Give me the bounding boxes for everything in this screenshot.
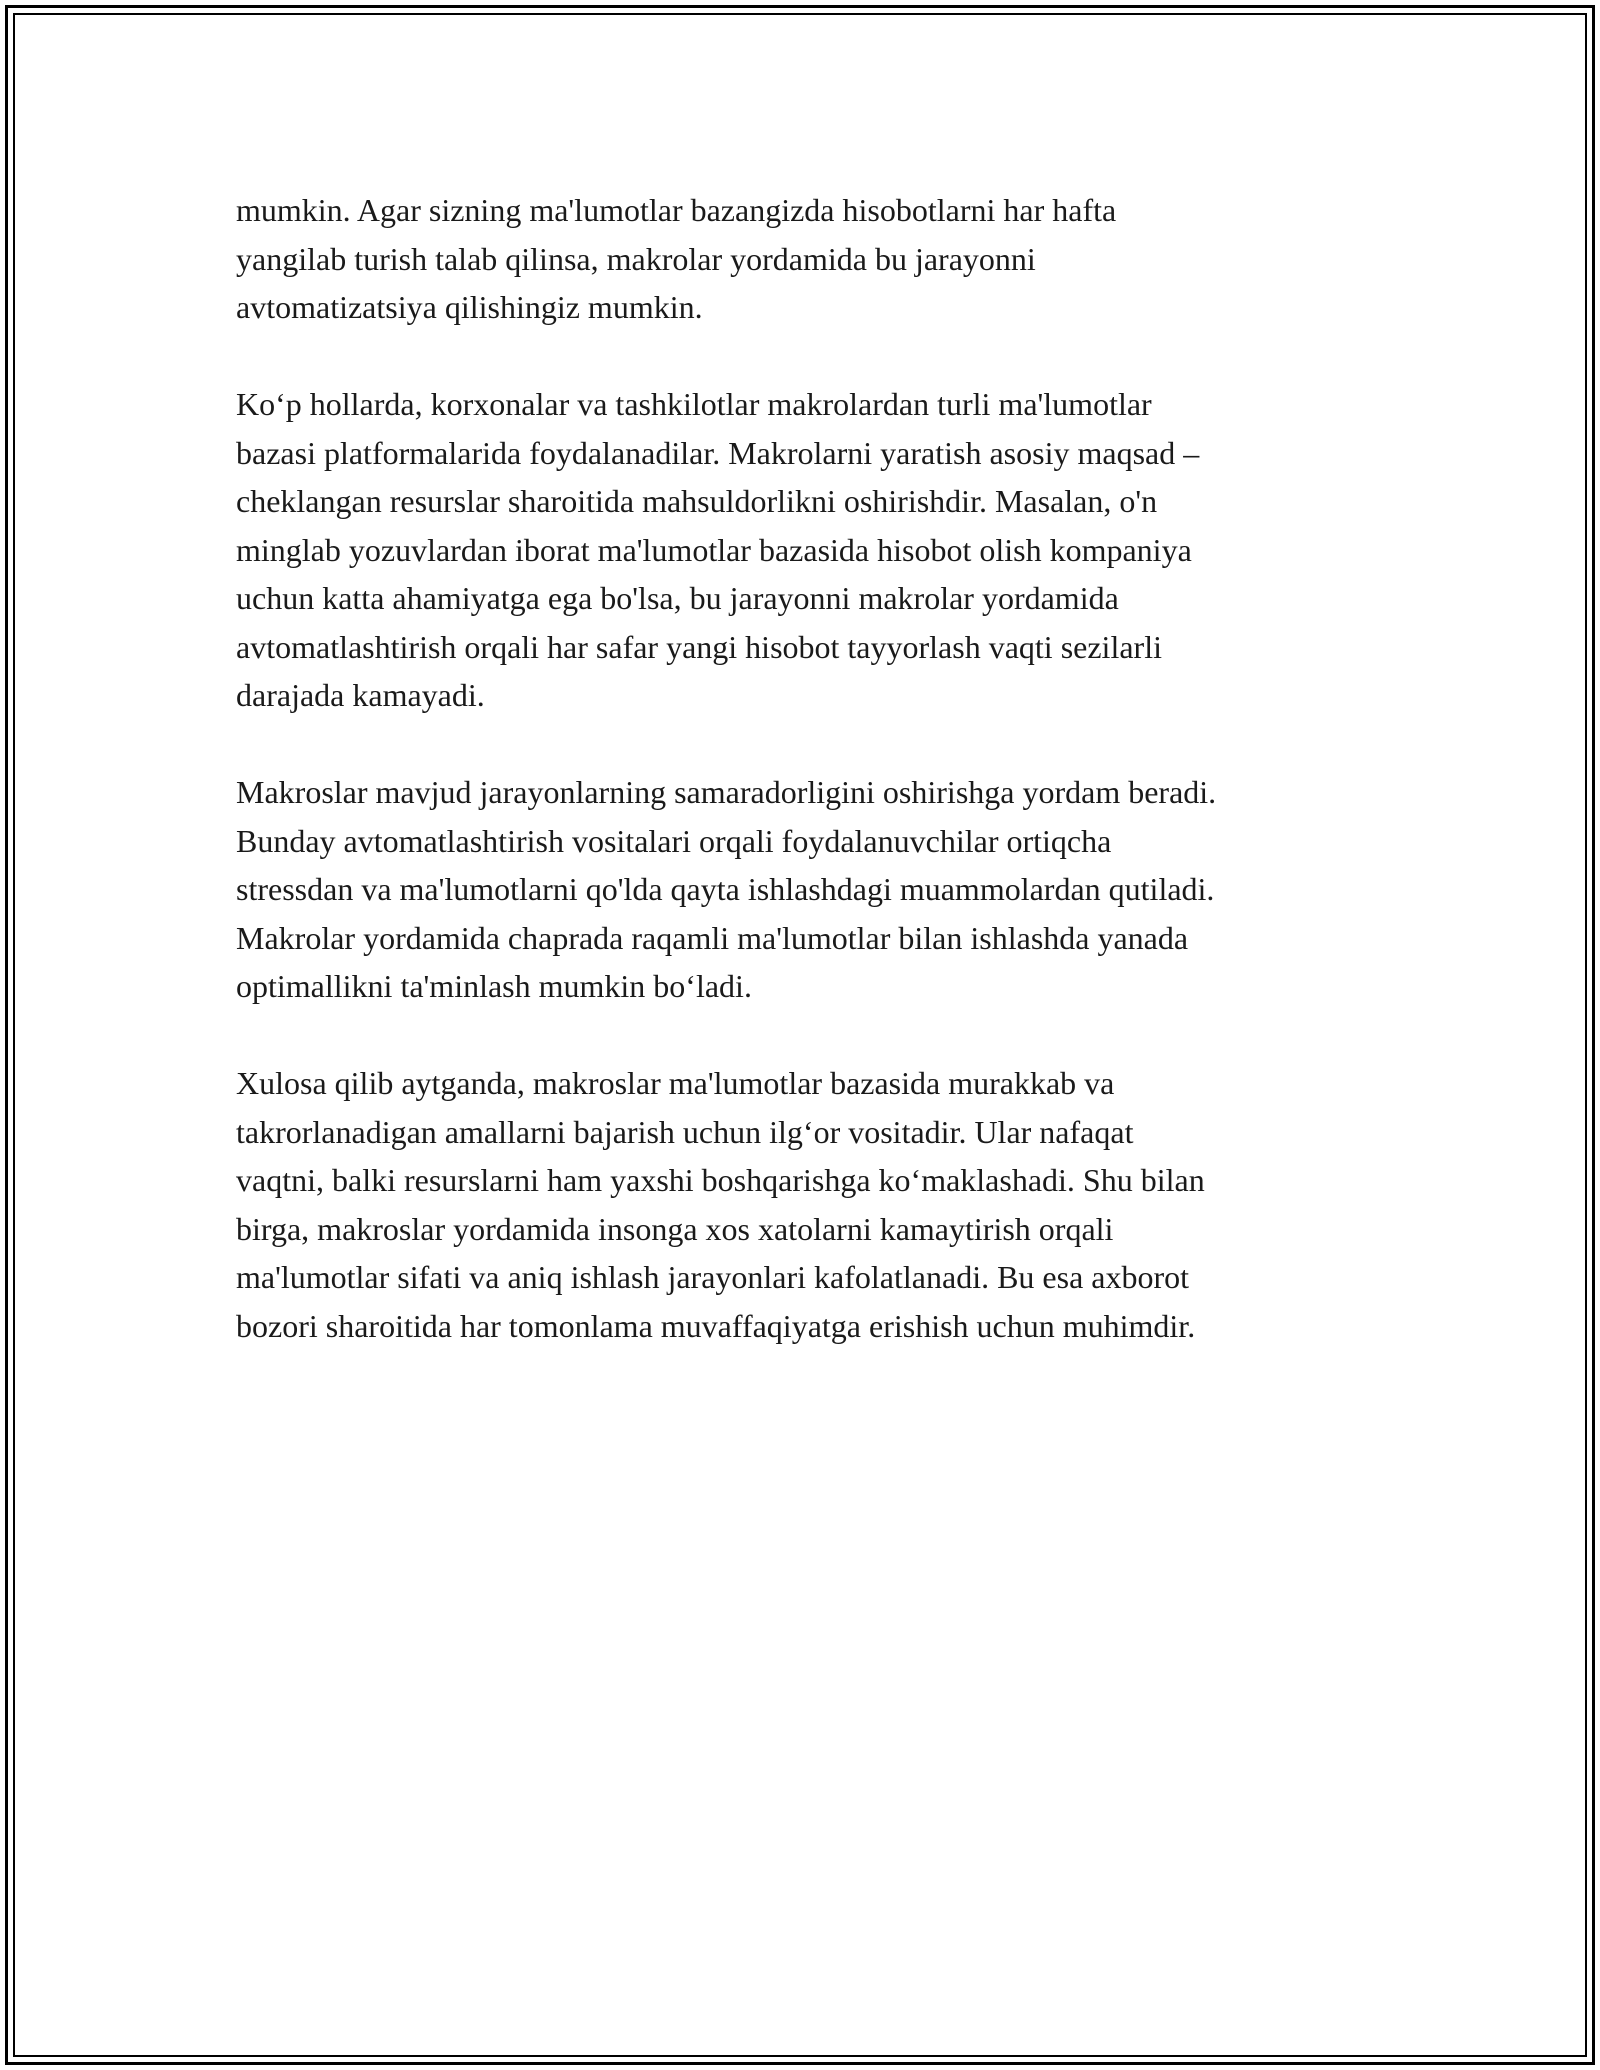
text-line: avtomatlashtirish orqali har safar yangi hisobot tayyorlash vaqti sezilarli <box>236 628 1162 665</box>
text-line: cheklangan resurslar sharoitida mahsuldorlikni oshirishdir. Masalan, o'n <box>236 483 1158 519</box>
paragraph-1 <box>236 186 1416 332</box>
text-line: mumkin. Agar sizning ma'lumotlar bazangizda hisobotlarni har hafta <box>236 192 1117 228</box>
text-line: darajada kamayadi. <box>236 677 485 713</box>
text-line: bazasi platformalarida foydalanadilar. Makrolarni yaratish asosiy maqsad – <box>236 434 1200 471</box>
text-line: Makroslar mavjud jarayonlarning samaradorligini oshirishga yordam beradi. <box>236 774 1217 810</box>
text-line: Xulosa qilib aytganda, makroslar ma'lumotlar bazasida murakkab va <box>236 1065 1115 1101</box>
text-line: Bunday avtomatlashtirish vositalari orqali foydalanuvchilar ortiqcha <box>236 822 1112 859</box>
paragraph-4 <box>236 1059 1416 1350</box>
text-line: stressdan va ma'lumotlarni qo'lda qayta ishlashdagi muammolardan qutiladi. <box>236 871 1215 907</box>
text-line: takrorlanadigan amallarni bajarish uchun ilg‘or vositadir. Ular nafaqat <box>236 1113 1134 1150</box>
text-line: birga, makroslar yordamida insonga xos xatolarni kamaytirish orqali <box>236 1210 1114 1247</box>
text-line: vaqtni, balki resurslarni ham yaxshi boshqarishga ko‘maklashadi. Shu bilan <box>236 1162 1205 1198</box>
text-line: minglab yozuvlardan iborat ma'lumotlar bazasida hisobot olish kompaniya <box>236 531 1192 568</box>
text-line: Ko‘p hollarda, korxonalar va tashkilotlar makrolardan turli ma'lumotlar <box>236 386 1152 422</box>
text-line: avtomatizatsiya qilishingiz mumkin. <box>236 289 703 325</box>
document-body <box>236 186 1416 1399</box>
text-line: yangilab turish talab qilinsa, makrolar yordamida bu jarayonni <box>236 240 1036 277</box>
text-line: optimallikni ta'minlash mumkin bo‘ladi. <box>236 968 752 1004</box>
text-line: ma'lumotlar sifati va aniq ishlash jarayonlari kafolatlanadi. Bu esa axborot <box>236 1259 1190 1295</box>
text-line: Makrolar yordamida chaprada raqamli ma'lumotlar bilan ishlashda yanada <box>236 919 1189 956</box>
paragraph-3 <box>236 768 1416 1011</box>
paragraph-2 <box>236 380 1416 720</box>
text-line: uchun katta ahamiyatga ega bo'lsa, bu jarayonni makrolar yordamida <box>236 580 1119 616</box>
text-line: bozori sharoitida har tomonlama muvaffaqiyatga erishish uchun muhimdir. <box>236 1307 1196 1344</box>
